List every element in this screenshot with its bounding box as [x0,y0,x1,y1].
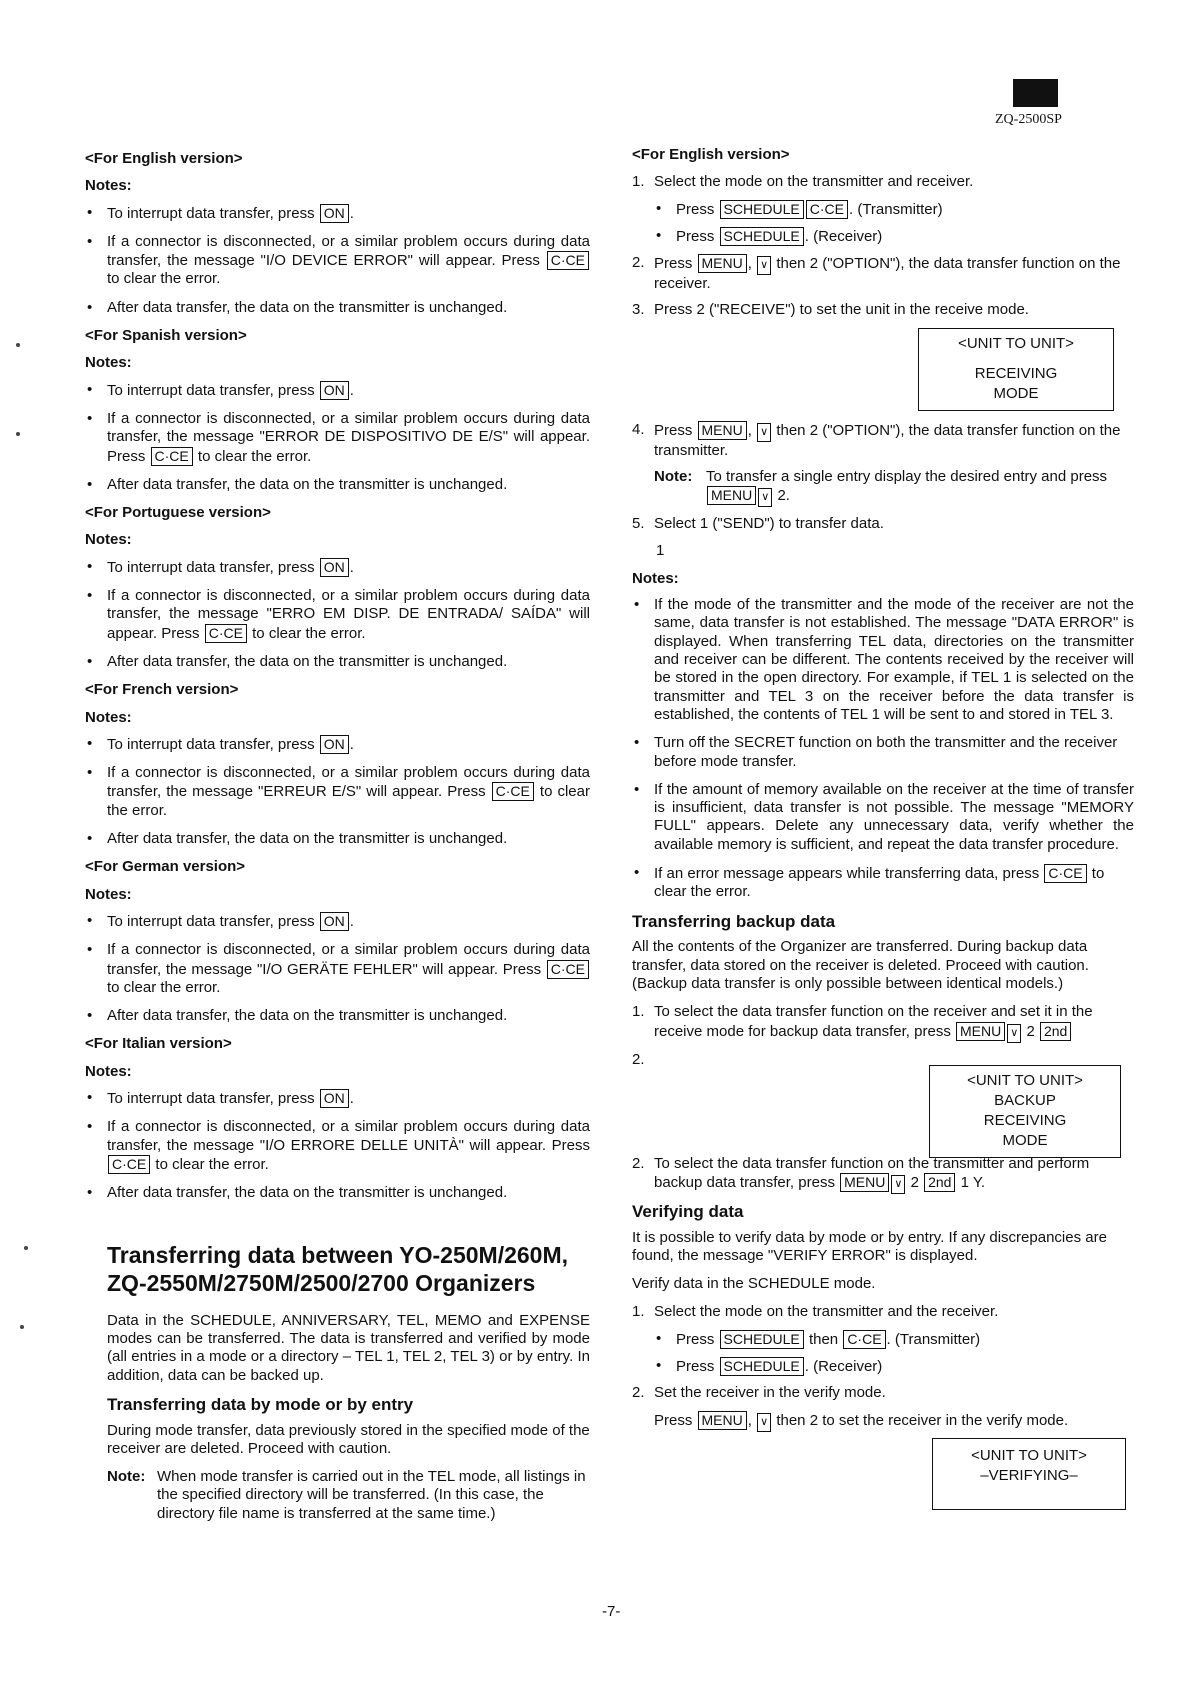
step-5-extra: 1 [656,541,665,559]
down-arrow-key: ∨ [757,256,771,275]
verify-line: Verify data in the SCHEDULE mode. [632,1275,876,1293]
display-box-verifying: <UNIT TO UNIT> –VERIFYING– [932,1438,1126,1511]
unchanged-note: • After data transfer, the data on the transmitter is unchanged. [85,299,590,317]
menu-key: MENU [698,1411,747,1430]
cce-key: C·CE [151,447,193,466]
schedule-key: SCHEDULE [720,200,804,219]
header-black-block [1013,79,1058,107]
interrupt-note: • To interrupt data transfer, press ON . [85,558,590,577]
menu-key: MENU [840,1173,889,1192]
unchanged-note: • After data transfer, the data on the transmitter is unchanged. [85,1007,590,1025]
cce-key: C·CE [492,782,534,801]
on-key: ON [320,1089,349,1108]
language-block [85,327,590,494]
margin-mark [20,1325,24,1329]
on-key: ON [320,735,349,754]
language-block [85,150,590,317]
connector-note: • If a connector is disconnected, or a similar problem occurs during data transfer, the message "ERROR DE DISPOSITIVO DE E/S" will appear. Press C·CE to clear the error. [85,410,590,466]
display-box-backup: <UNIT TO UNIT> BACKUP RECEIVING MODE [929,1065,1121,1158]
note-text: When mode transfer is carried out in the TEL mode, all listings in the specified directory will be transferred. (In this case, the directory file name is transferred at the same time.) [157,1468,586,1522]
backup-heading: Transferring backup data [632,911,836,931]
page-number: -7- [602,1603,621,1620]
unchanged-note: • After data transfer, the data on the transmitter is unchanged. [85,830,590,848]
intro-paragraph: Data in the SCHEDULE, ANNIVERSARY, TEL, MEMO and EXPENSE modes can be transferred. The data is transferred and verified by mode (all entries in a mode or a directory – TEL 1, TEL 2, TEL 3) or by entry. In addition, data can be backed up. [107,1311,590,1384]
language-block [85,858,590,1025]
interrupt-note: • To interrupt data transfer, press ON . [85,204,590,223]
connector-note: • If a connector is disconnected, or a similar problem occurs during data transfer, the message "I/O DEVICE ERROR" will appear. Press C·CE to clear the error. [85,233,590,289]
note-1: • If the mode of the transmitter and the mode of the receiver are not the same, data transfer is not established. The message "DATA ERROR" is displayed. When transferring TEL data, directories on the transmitter and receiver can be different. The contents received by the receiver will be stored in the open directory. For example, if TEL 1 is selected on the transmitter and TEL 3 on the receiver before the data transfer is established, the contents of TEL 1 will be sent to and stored in TEL 3. [632,596,1134,724]
notes-label: Notes: [85,354,132,372]
version-heading: <For English version> [85,150,243,167]
step-4: 4. Press MENU , ∨ then 2 ("OPTION"), the data transfer function on the transmitter. [632,420,1121,459]
step-1-transmitter: • Press SCHEDULE C·CE . (Transmitter) [654,200,1134,219]
cce-key: C·CE [1044,864,1086,883]
notes-label: Notes: [632,569,679,587]
left-column [85,150,590,1533]
cce-key: C·CE [547,251,589,270]
backup-step-2: 2. To select the data transfer function on the transmitter and perform backup data transfer, press MENU ∨ 2 2nd 1 Y. [632,1155,1134,1194]
english-version-heading: <For English version> [632,146,790,163]
second-function-key: 2nd [1040,1022,1071,1041]
cce-key: C·CE [843,1330,885,1349]
backup-step-1: 1. To select the data transfer function on the receiver and set it in the receive mode for backup data transfer, press MENU ∨ 2 2nd [632,1003,1134,1042]
notes-label: Notes: [85,885,132,903]
menu-key: MENU [707,486,756,505]
note-label: Note: [107,1468,146,1486]
schedule-key: SCHEDULE [720,1330,804,1349]
interrupt-note: • To interrupt data transfer, press ON . [85,1089,590,1108]
mode-transfer-note [107,1468,590,1523]
display-box-receiving: <UNIT TO UNIT> RECEIVING MODE [918,328,1114,411]
note-2: • Turn off the SECRET function on both the transmitter and the receiver before mode transfer. [632,734,1134,771]
verify-step-2: 2. Set the receiver in the verify mode. [632,1384,886,1402]
cce-key: C·CE [806,200,848,219]
menu-key: MENU [956,1022,1005,1041]
note-4: • If an error message appears while transferring data, press C·CE to clear the error. [632,864,1134,902]
notes-label: Notes: [85,1062,132,1080]
step-5: 5. Select 1 ("SEND") to transfer data. [632,515,884,533]
on-key: ON [320,204,349,223]
mode-transfer-paragraph: During mode transfer, data previously stored in the specified mode of the receiver are deleted. Proceed with caution. [107,1421,590,1457]
on-key: ON [320,558,349,577]
schedule-key: SCHEDULE [720,227,804,246]
cce-key: C·CE [108,1155,150,1174]
note-3: • If the amount of memory available on the receiver at the time of transfer is insufficient, data transfer is not possible. The message "MEMORY FULL" appears. Delete any unnecessary data, verify whether the available memory is sufficient, and repeat the data transfer procedure. [632,781,1134,854]
backup-paragraph: All the contents of the Organizer are transferred. During backup data transfer, data stored on the receiver is deleted. Proceed with caution. (Backup data transfer is only possible between identical models.) [632,938,1089,992]
down-arrow-key: ∨ [891,1175,905,1194]
down-arrow-key: ∨ [758,488,772,507]
verify-step-1-transmitter: • Press SCHEDULE then C·CE . (Transmitter) [654,1330,1134,1349]
version-heading: <For Spanish version> [85,327,247,345]
on-key: ON [320,912,349,931]
margin-mark [24,1246,28,1250]
down-arrow-key: ∨ [1007,1024,1021,1043]
connector-note: • If a connector is disconnected, or a similar problem occurs during data transfer, the message "ERRO EM DISP. DE ENTRADA/ SAÍDA" will appear. Press C·CE to clear the error. [85,587,590,643]
cce-key: C·CE [547,960,589,979]
interrupt-note: • To interrupt data transfer, press ON . [85,912,590,931]
version-heading: <For Portuguese version> [85,504,271,522]
cce-key: C·CE [205,624,247,643]
schedule-key: SCHEDULE [720,1357,804,1376]
verify-step-1: 1. Select the mode on the transmitter and the receiver. [632,1303,999,1321]
verify-heading: Verifying data [632,1201,744,1221]
language-block [85,504,590,671]
margin-mark [16,343,20,347]
connector-note: • If a connector is disconnected, or a similar problem occurs during data transfer, the message "ERREUR E/S" will appear. Press C·CE to clear the error. [85,764,590,820]
notes-label: Notes: [85,708,132,726]
language-block [85,681,590,848]
verify-paragraph: It is possible to verify data by mode or by entry. If any discrepancies are found, the message "VERIFY ERROR" is displayed. [632,1228,1107,1264]
unchanged-note: • After data transfer, the data on the transmitter is unchanged. [85,476,590,494]
step-2: 2. Press MENU , ∨ then 2 ("OPTION"), the data transfer function on the receiver. [632,254,1121,293]
step-1: 1. Select the mode on the transmitter and receiver. [632,173,974,191]
version-heading: <For German version> [85,858,246,876]
notes-label: Notes: [85,177,132,195]
version-heading: <For French version> [85,681,239,699]
verify-step-1-receiver: • Press SCHEDULE . (Receiver) [654,1357,1134,1376]
down-arrow-key: ∨ [757,1413,771,1432]
interrupt-note: • To interrupt data transfer, press ON . [85,381,590,400]
language-block [85,1035,590,1202]
down-arrow-key: ∨ [757,423,771,442]
notes-label: Notes: [85,531,132,549]
connector-note: • If a connector is disconnected, or a similar problem occurs during data transfer, the message "I/O GERÄTE FEHLER" will appear. Press C·CE to clear the error. [85,941,590,997]
model-label: ZQ-2500SP [995,112,1062,127]
second-function-key: 2nd [924,1173,955,1192]
verify-step-2-press: Press MENU , ∨ then 2 to set the receiver in the verify mode. [654,1411,1134,1432]
right-column [632,146,1134,1520]
connector-note: • If a connector is disconnected, or a similar problem occurs during data transfer, the message "I/O ERRORE DELLE UNITÀ" will appear. Press C·CE to clear the error. [85,1118,590,1174]
unchanged-note: • After data transfer, the data on the transmitter is unchanged. [85,1184,590,1202]
section-title: Transferring data between YO-250M/260M, ZQ-2550M/2750M/2500/2700 Organizers [107,1242,569,1297]
sub-heading-mode-transfer: Transferring data by mode or by entry [107,1394,414,1414]
interrupt-note: • To interrupt data transfer, press ON . [85,735,590,754]
version-heading: <For Italian version> [85,1035,232,1053]
margin-mark [16,432,20,436]
step-4-note: Note: To transfer a single entry display the desired entry and press MENU ∨ 2. [654,468,1134,507]
menu-key: MENU [698,421,747,440]
step-1-receiver: • Press SCHEDULE . (Receiver) [654,227,1134,246]
backup-step-2-display: 2. <UNIT TO UNIT> BACKUP RECEIVING MODE [632,1051,1134,1155]
unchanged-note: • After data transfer, the data on the transmitter is unchanged. [85,653,590,671]
on-key: ON [320,381,349,400]
step-3: 3. Press 2 ("RECEIVE") to set the unit in the receive mode. [632,301,1029,319]
menu-key: MENU [698,254,747,273]
